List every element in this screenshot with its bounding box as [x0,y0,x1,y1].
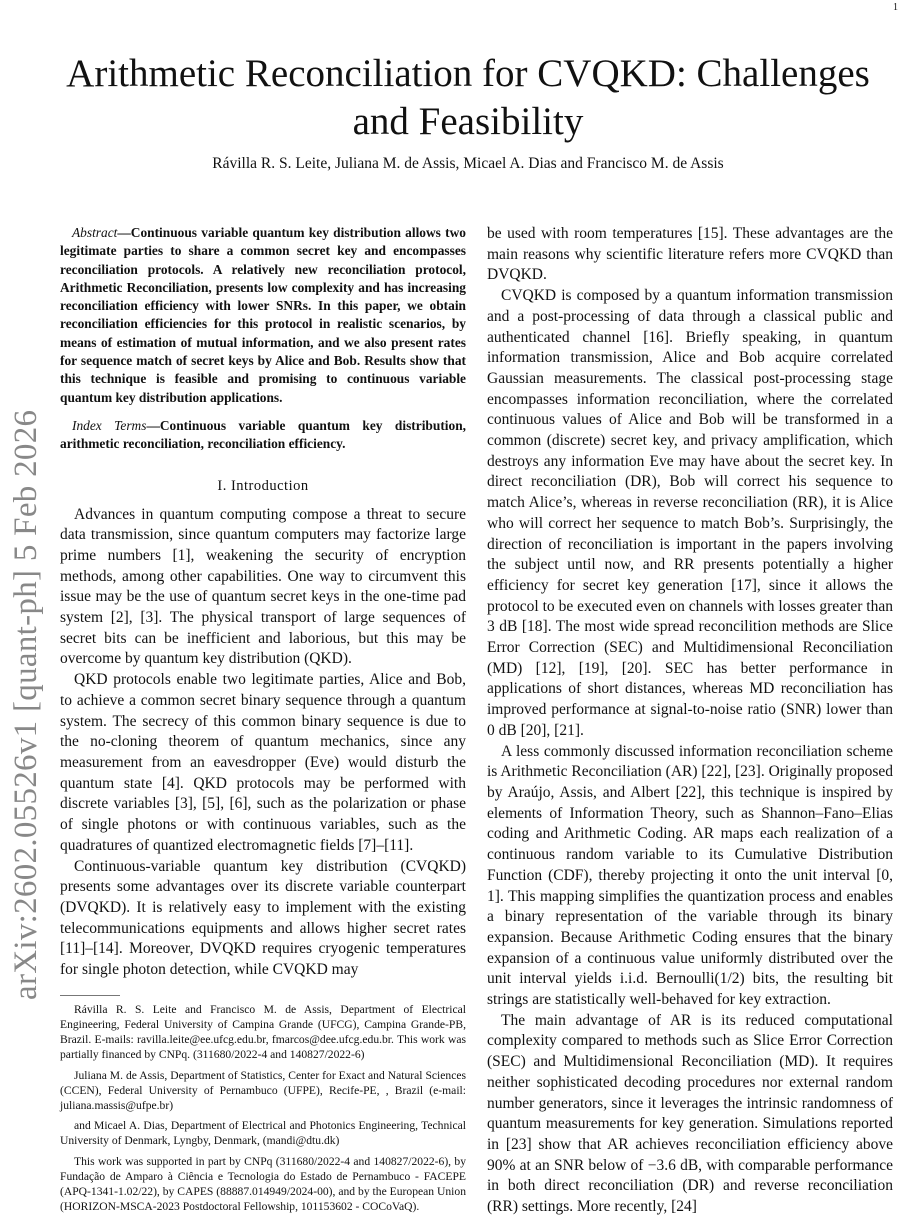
paper-title: Arithmetic Reconciliation for CVQKD: Challenges and Feasibility [66,52,870,143]
abstract-text: —Continuous variable quantum key distribution allows two legitimate parties to share a common secret key and encompasses reconciliation protocols. A relatively new reconciliation protocol, Arithmetic Reconciliation, presents low complexity and has increasing reconciliation efficiency with lower SNRs. In this paper, we obtain reconciliation efficiencies for this protocol in realistic scenarios, by means of estimation of mutual information, and we also present rates for sequence match of secret keys by Alice and Bob. Results show that this technique is feasible and promising to continuous variable quantum key distribution applications. [60,225,466,405]
left-column [60,224,466,1219]
index-terms [60,417,466,454]
footnote: Juliana M. de Assis, Department of Statistics, Center for Exact and Natural Sciences (CCEN), Federal University of Pernambuco (UFPE), Recife-PE, , Brazil (e-mail: juliana.massis@ufpe.br) [60,1068,466,1112]
paragraph: QKD protocols enable two legitimate parties, Alice and Bob, to achieve a common secret binary sequence through a quantum system. The secrecy of this common binary sequence is due to the no-cloning theorem of quantum mechanics, since any measurement from an eavesdropper (Eve) would disturb the quantum state [4]. QKD protocols may be performed with discrete variables [3], [5], [6], such as the polarization or phase of single photons or with continuous variables, such as the quadratures of quantized electromagnetic fields [7]–[11]. [60,671,466,854]
paragraph: Advances in quantum computing compose a threat to secure data transmission, since quantum computers may factorize large prime numbers [1], weakening the security of encryption methods, among other capabilities. One way to circumvent this issue may be the use of quantum secret keys in the one-time pad system [2], [3]. The physical transport of large sequences of secret bits can be inefficient and laborious, but this may be overcome by quantum key distribution (QKD). [60,505,466,668]
page-number: 1 [893,2,898,13]
footnote: Rávilla R. S. Leite and Francisco M. de Assis, Department of Electrical Engineering, Federal University of Campina Grande (UFCG), Campina Grande-PB, Brazil. E-mails: ravilla.leite@ee.ufcg.edu.br, fmarcos@dee.ufcg.edu.br. This work was partially financed by CNPq. (311680/2022-4 and 140827/2022-6) [60,1002,466,1062]
footnote: This work was supported in part by CNPq (311680/2022-4 and 140827/2022-6), by Fundação de Amparo à Ciência e Tecnologia do Estado de Pernambuco - FACEPE (APQ-1341-1.02/22), by CAPES (88887.014949/2024-00), and by the European Union (HORIZON-MSCA-2023 Postdoctoral Fellowship, 101153602 - COCoVaQ). [60,1154,466,1214]
abstract [60,224,466,407]
right-column [487,224,893,1219]
section-heading: I. Introduction [217,477,309,494]
footnotes [60,1002,466,1215]
arxiv-stamp: arXiv:2602.05526v1 [quant-ph] 5 Feb 2026 [8,409,44,1000]
abstract-label: Abstract [72,225,118,240]
paper-header [0,0,906,174]
paragraph: Continuous-variable quantum key distribution (CVQKD) presents some advantages over its discrete variable counterpart (DVQKD). It is relatively easy to implement with the existing telecommunications equipments and allows higher secret rates [11]–[14]. Moreover, DVQKD requires cryogenic temperatures for single photon detection, while CVQKD may [60,857,466,979]
index-terms-text: —Continuous variable quantum key distribution, arithmetic reconciliation, reconciliation efficiency. [60,417,466,452]
paragraph: CVQKD is composed by a quantum information transmission and a post-processing of data through a classical public and authenticated channel [16]. Briefly speaking, in quantum information transmission, Alice and Bob acquire correlated Gaussian measurements. The classical post-processing stage encompasses information reconciliation, where the correlated continuous values of Alice and Bob will be transformed in a common (discrete) secret key, and privacy amplification, which destroys any information Eve may have about the secret key. In direct reconciliation (DR), Bob will correct his sequence to match Alice’s, whereas in reverse reconciliation (RR), it is Alice who will correct her sequence to match Bob’s. Surprisingly, the direction of reconciliation is important in the papers involving the subject until now, and RR presents potentially a higher efficiency for secret key generation [17], since it allows the protocol to be executed even on channels with losses greater than 3 dB [18]. The most wide spread reconcilition methods are Slice Error Correction (SEC) and Multidimensional Reconciliation (MD) [12], [19], [20]. SEC has better performance in applications of short distances, whereas MD reconciliation has improved performance at signal-to-noise ratio (SNR) lower than 0 dB [20], [21]. [487,287,893,739]
two-column-body [0,224,906,1229]
footnote: and Micael A. Dias, Department of Electrical and Photonics Engineering, Technical University of Denmark, Lyngby, Denmark, (mandi@dtu.dk) [60,1119,466,1148]
paragraph: The main advantage of AR is its reduced computational complexity compared to methods such as Slice Error Correction (SEC) and Multidimensional Reconciliation (MD). It requires neither sophisticated decoding procedures nor external random number generators, since it leverages the intrinsic randomness of quantum measurements for key generation. Simulations reported in [23] show that AR achieves reconciliation efficiency above 90% at an SNR below of −3.6 dB, with comparable performance in both direct reconciliation (DR) and reverse reconciliation (RR) settings. More recently, [24] [487,1011,893,1216]
paragraph: A less commonly discussed information reconciliation scheme is Arithmetic Reconciliation (AR) [22], [23]. Originally proposed by Araújo, Assis, and Albert [22], this technique is inspired by elements of Information Theory, such as Shannon–Fano–Elias coding and Arithmetic Coding. AR maps each realization of a continuous random variable to its Cumulative Distribution Function (CDF), thereby projecting it onto the unit interval [0, 1]. This mapping simplifies the quantization process and enables a binary representation of the variable through its binary expansion. Because Arithmetic Coding ensures that the binary expansion of a continuous value uniformly distributed over the unit interval yields i.i.d. Bernoulli(1/2) bits, the resulting bit strings are statistically well-behaved for key extraction. [487,742,893,1009]
footnote-divider [60,995,120,996]
footnote-area [60,981,466,1220]
author-list: Rávilla R. S. Leite, Juliana M. de Assis, Micael A. Dias and Francisco M. de Assis [212,155,724,172]
index-terms-label: Index Terms [72,417,147,433]
paragraph: be used with room temperatures [15]. These advantages are the main reasons why scientific literature refers more CVQKD than DVQKD. [487,225,893,284]
